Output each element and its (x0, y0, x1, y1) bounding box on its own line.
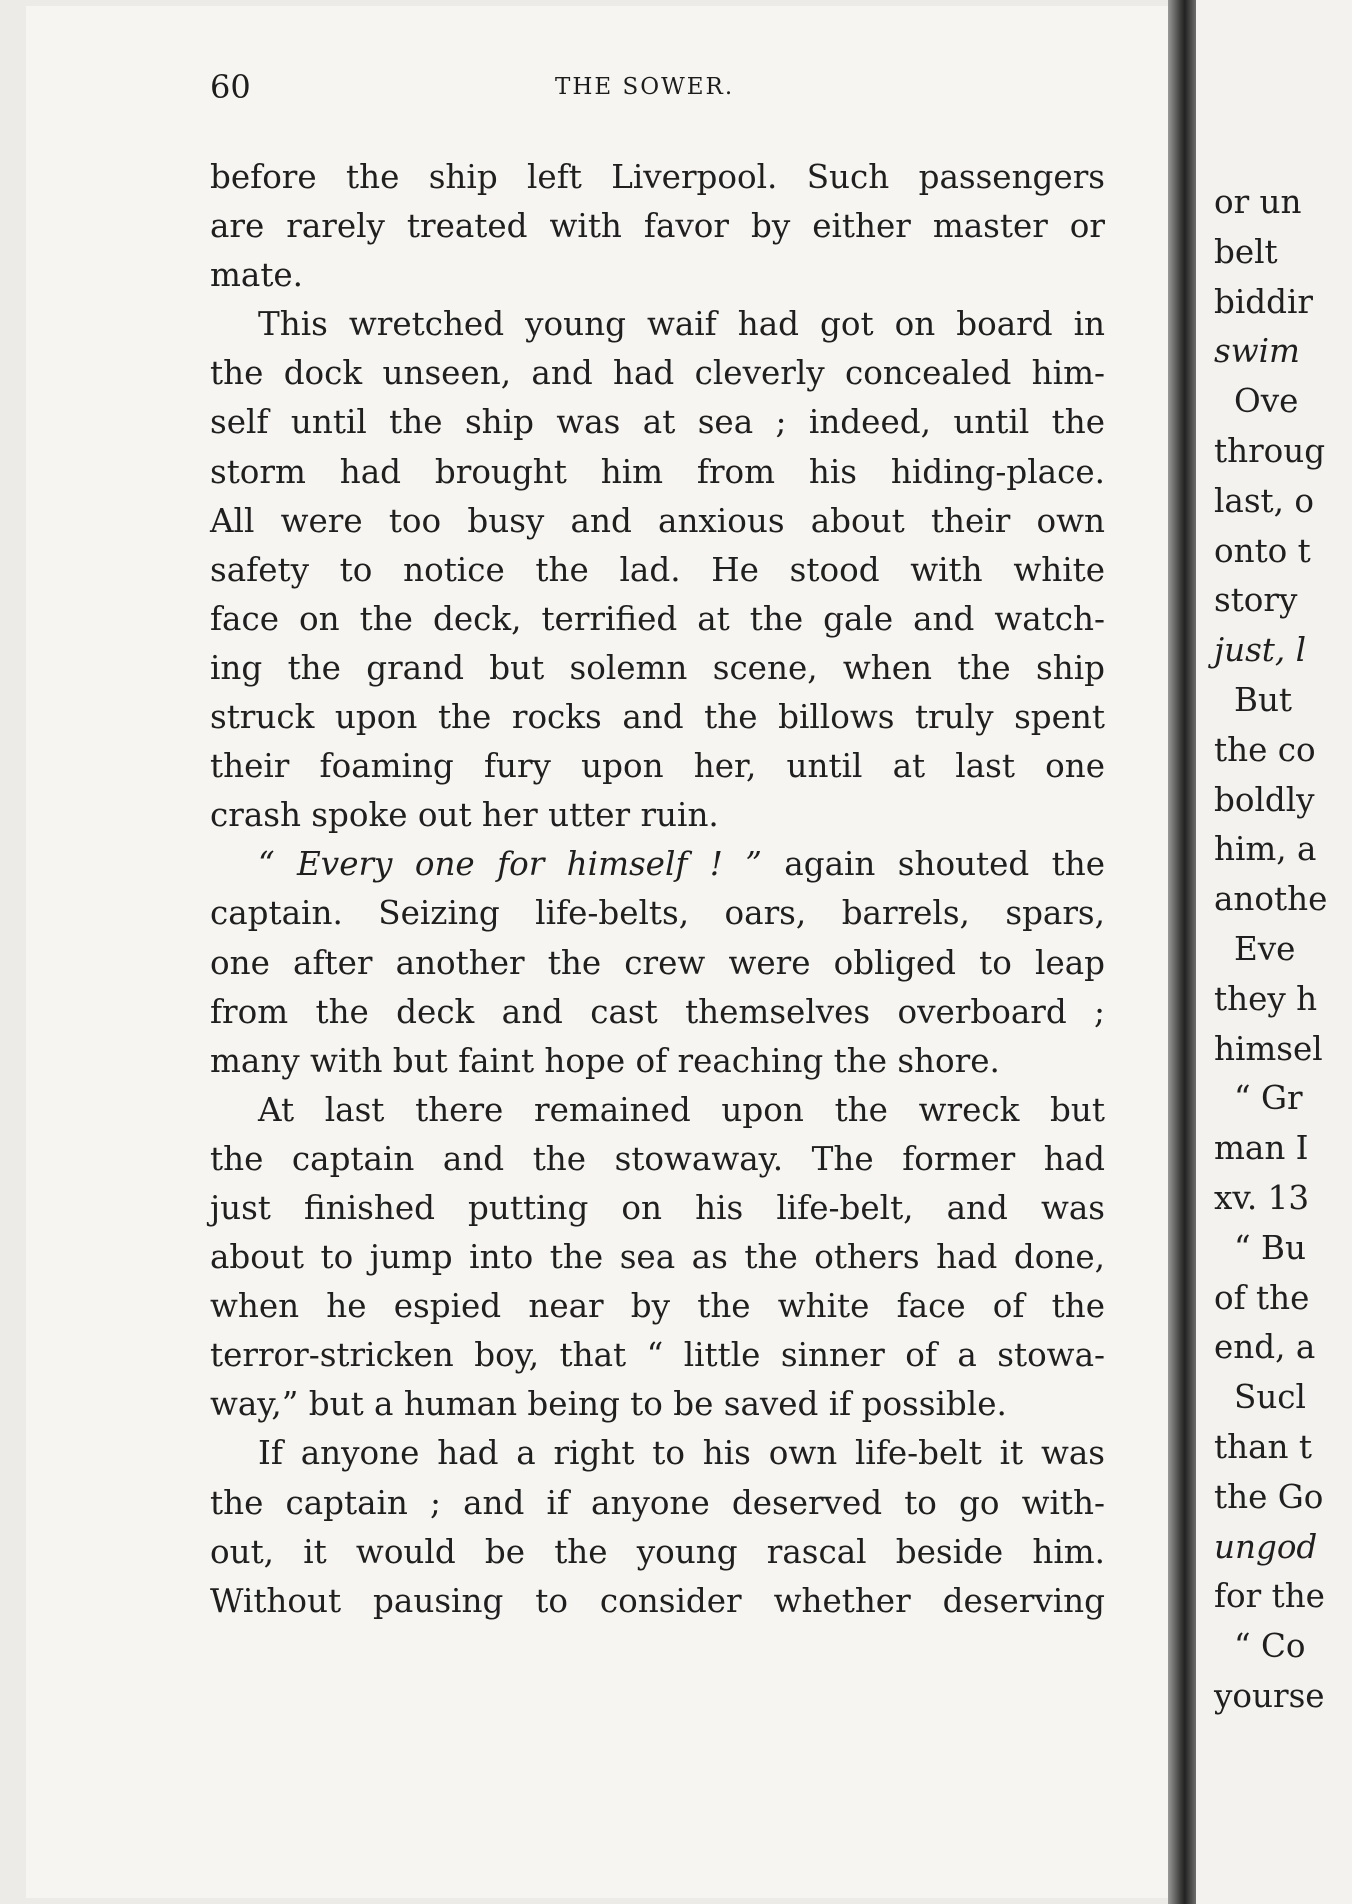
right-text-line: Sucl (1234, 1378, 1306, 1417)
right-text-line: last, o (1214, 481, 1314, 520)
right-text-line: just, l (1214, 631, 1307, 670)
text-line: out, it would be the young rascal beside him. (210, 1532, 1105, 1571)
text-line: one after another the crew were obliged to leap (210, 943, 1105, 982)
right-text-line: Ove (1234, 382, 1299, 421)
right-text-line: onto t (1214, 531, 1311, 570)
text-line: are rarely treated with favor by either master or (210, 207, 1105, 246)
right-text-line: “ Bu (1234, 1228, 1306, 1267)
italic-phrase: “ Every one for himself ! ” (258, 845, 762, 884)
right-text-line: “ Co (1234, 1627, 1306, 1666)
right-text-line: boldly (1214, 780, 1315, 819)
page-header (210, 68, 1100, 118)
right-text-line: than t (1214, 1427, 1312, 1466)
right-text-line: biddir (1214, 282, 1313, 321)
right-text-line: him, a (1214, 830, 1317, 869)
text-line: face on the deck, terrified at the gale and watch- (210, 599, 1105, 638)
right-text-line: of the (1214, 1278, 1310, 1317)
text-line: crash spoke out her utter ruin. (210, 796, 719, 835)
text-line: just finished putting on his life-belt, and was (210, 1188, 1105, 1227)
text-line: captain. Seizing life-belts, oars, barrels, spars, (210, 894, 1105, 933)
book-gutter (1168, 0, 1196, 1904)
text-line: from the deck and cast themselves overboard ; (210, 992, 1105, 1031)
text-line: when he espied near by the white face of the (210, 1287, 1105, 1326)
text-line: their foaming fury upon her, until at last one (210, 747, 1105, 786)
right-text-line: Eve (1234, 929, 1296, 968)
text-line: Without pausing to consider whether deserving (210, 1581, 1105, 1620)
right-text-line: yourse (1214, 1676, 1325, 1715)
right-text-line: they h (1214, 979, 1318, 1018)
text-segment: again shouted the (784, 845, 1106, 884)
right-text-line: the Go (1214, 1477, 1324, 1516)
text-line: If anyone had a right to his own life-belt it was (258, 1434, 1105, 1473)
text-line: All were too busy and anxious about their own (210, 501, 1105, 540)
right-text-line: anothe (1214, 880, 1328, 919)
text-line: This wretched young waif had got on board in (258, 305, 1105, 344)
right-text-line: or un (1214, 183, 1302, 221)
right-text-line: end, a (1214, 1328, 1316, 1367)
right-text-line: ungod (1214, 1527, 1318, 1566)
right-text-line: xv. 13 (1214, 1178, 1310, 1217)
right-text-line: himsel (1214, 1029, 1323, 1068)
right-text-line: for the (1214, 1577, 1325, 1616)
text-line: mate. (210, 256, 304, 295)
page-body-text (210, 153, 1105, 1626)
text-line: before the ship left Liverpool. Such passengers (210, 158, 1105, 196)
right-text-line: belt (1214, 232, 1278, 271)
right-text-line: man I (1214, 1129, 1309, 1168)
text-line: the captain ; and if anyone deserved to go with- (210, 1483, 1105, 1522)
text-line: terror-stricken boy, that “ little sinner of a stowa- (210, 1336, 1105, 1375)
text-line: many with but faint hope of reaching the shore. (210, 1041, 1000, 1080)
text-line: At last there remained upon the wreck but (258, 1090, 1105, 1129)
right-text-line: “ Gr (1234, 1079, 1303, 1118)
right-text-line: swim (1214, 332, 1300, 371)
text-line: safety to notice the lad. He stood with white (210, 550, 1105, 589)
right-text-line: throug (1214, 431, 1326, 470)
text-line (210, 840, 1105, 889)
text-line: ing the grand but solemn scene, when the ship (210, 648, 1105, 687)
text-line: the dock unseen, and had cleverly concealed him- (210, 354, 1105, 393)
right-page (1196, 0, 1352, 1904)
right-text-line: the co (1214, 730, 1316, 769)
right-page-text (1214, 178, 1352, 1722)
text-line: about to jump into the sea as the others had done, (210, 1238, 1105, 1277)
right-text-line: But (1234, 680, 1293, 719)
text-line: storm had brought him from his hiding-place. (210, 452, 1105, 491)
running-head: THE SOWER. (555, 74, 735, 100)
page-number: 60 (210, 68, 251, 106)
text-line: struck upon the rocks and the billows truly spent (210, 698, 1105, 737)
text-line: the captain and the stowaway. The former had (210, 1139, 1105, 1178)
text-line: self until the ship was at sea ; indeed, until the (210, 403, 1105, 442)
text-line: way,” but a human being to be saved if possible. (210, 1385, 1007, 1424)
right-text-line: story (1214, 581, 1298, 620)
